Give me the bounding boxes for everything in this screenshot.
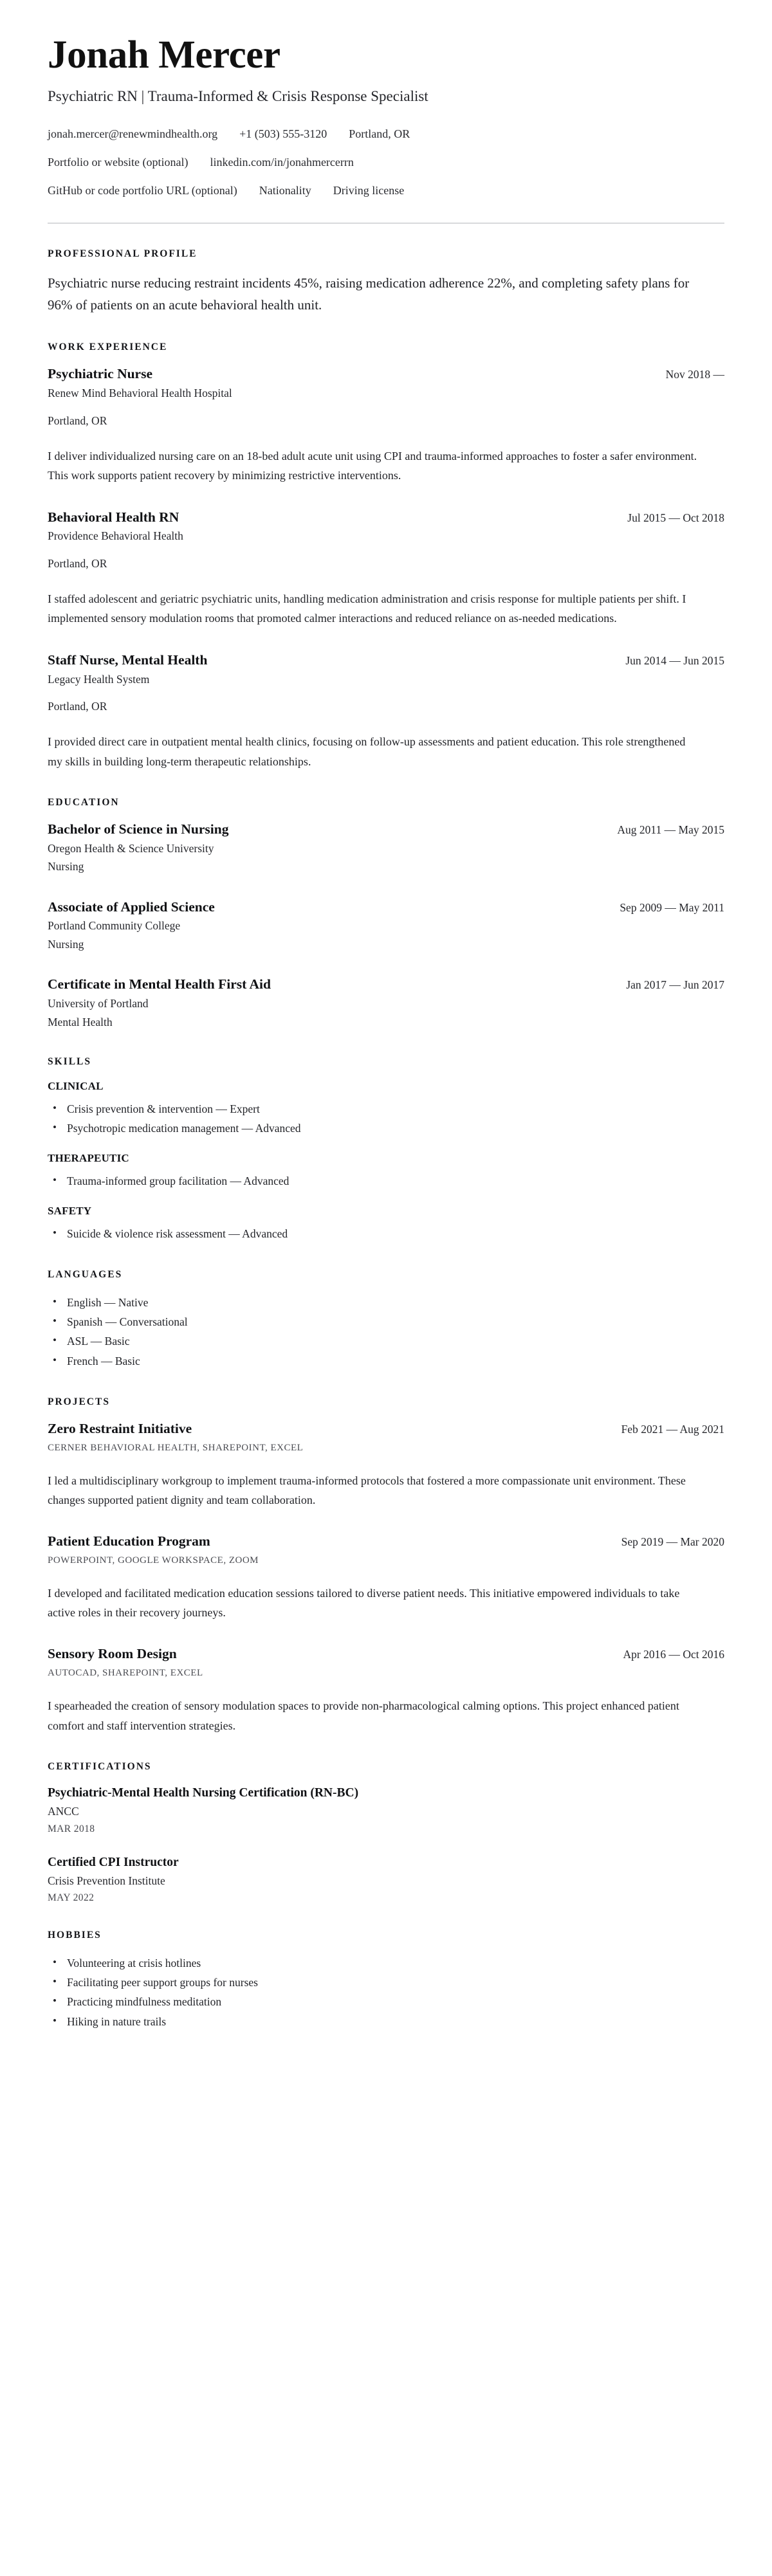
education-degree: Certificate in Mental Health First Aid <box>48 976 271 992</box>
contact-linkedin[interactable]: linkedin.com/in/jonahmercerrn <box>210 156 354 169</box>
project-entry <box>48 1645 724 1735</box>
education-entry <box>48 976 724 1030</box>
section-title-skills: SKILLS <box>48 1055 92 1067</box>
education-field: Nursing <box>48 937 84 951</box>
education-entry-head <box>48 899 724 917</box>
section-title-languages: LANGUAGES <box>48 1269 123 1281</box>
skill-list <box>48 1171 724 1191</box>
project-entry <box>48 1533 724 1622</box>
skill-list <box>48 1099 724 1138</box>
contact-email[interactable]: jonah.mercer@renewmindhealth.org <box>48 127 218 141</box>
skill-item: • Psychotropic medication management — Advanced <box>48 1119 724 1138</box>
project-date-range: Feb 2021 — Aug 2021 <box>621 1422 724 1436</box>
work-job-title: Behavioral Health RN <box>48 509 179 525</box>
education-school: University of Portland <box>48 997 149 1010</box>
work-location: Portland, OR <box>48 414 107 427</box>
education-date-range: Jan 2017 — Jun 2017 <box>626 978 724 992</box>
work-employer: Providence Behavioral Health <box>48 529 183 543</box>
certification-issuer: ANCC <box>48 1805 79 1818</box>
section-title-certifications: CERTIFICATIONS <box>48 1760 152 1772</box>
project-entry <box>48 1420 724 1510</box>
section-skills <box>48 1056 724 1243</box>
skill-item: • Crisis prevention & intervention — Expert <box>48 1099 724 1119</box>
work-entry <box>48 509 724 628</box>
work-entry <box>48 365 724 485</box>
contact-row-links <box>48 154 724 171</box>
contact-github-placeholder[interactable]: GitHub or code portfolio URL (optional) <box>48 184 237 197</box>
work-date-range: Jun 2014 — Jun 2015 <box>625 653 724 667</box>
contact-nationality-placeholder[interactable]: Nationality <box>259 184 311 197</box>
hobby-item: • Practicing mindfulness meditation <box>48 1992 724 2011</box>
work-job-title: Staff Nurse, Mental Health <box>48 652 208 668</box>
hobby-list <box>48 1953 724 2031</box>
section-title-work-experience: WORK EXPERIENCE <box>48 342 168 353</box>
education-school: Oregon Health & Science University <box>48 841 214 855</box>
section-professional-profile <box>48 248 724 316</box>
work-entry-head <box>48 509 724 527</box>
hobby-item: • Hiking in nature trails <box>48 2012 724 2031</box>
skill-item: • Suicide & violence risk assessment — Advanced <box>48 1224 724 1243</box>
education-entry <box>48 899 724 953</box>
language-item: • French — Basic <box>48 1351 724 1371</box>
section-title-education: EDUCATION <box>48 796 120 808</box>
hobby-item: • Facilitating peer support groups for nurses <box>48 1973 724 1992</box>
work-description: I staffed adolescent and geriatric psychiatric units, handling medication administration and crisis response for multiple patients per shift. I implemented sensory modulation rooms that promoted calmer interactions and reduced reliance on as-needed medications. <box>48 592 686 625</box>
work-employer: Legacy Health System <box>48 672 150 686</box>
contact-location: Portland, OR <box>349 127 410 141</box>
education-date-range: Aug 2011 — May 2015 <box>617 823 724 836</box>
work-employer: Renew Mind Behavioral Health Hospital <box>48 387 232 400</box>
project-entry-head <box>48 1420 724 1438</box>
contact-row-primary <box>48 125 724 143</box>
section-work-experience <box>48 342 724 771</box>
contact-portfolio-placeholder[interactable]: Portfolio or website (optional) <box>48 156 188 169</box>
language-item: • Spanish — Conversational <box>48 1312 724 1331</box>
language-item: • English — Native <box>48 1293 724 1312</box>
project-title: Sensory Room Design <box>48 1646 177 1662</box>
contact-phone[interactable]: +1 (503) 555-3120 <box>239 127 327 141</box>
work-description: I deliver individualized nursing care on an 18-bed adult acute unit using CPI and trauma-informed approaches to foster a safer environment. This work supports patient recovery by minimizing restrictive interventions. <box>48 450 697 482</box>
certification-date: MAY 2022 <box>48 1892 95 1904</box>
project-tools: POWERPOINT, GOOGLE WORKSPACE, ZOOM <box>48 1555 259 1566</box>
work-date-range: Nov 2018 — <box>665 368 724 381</box>
section-hobbies <box>48 1930 724 2031</box>
section-title-projects: PROJECTS <box>48 1396 110 1407</box>
certification-entry <box>48 1854 724 1905</box>
project-title: Patient Education Program <box>48 1533 210 1549</box>
section-certifications <box>48 1761 724 1904</box>
project-tools: CERNER BEHAVIORAL HEALTH, SHAREPOINT, EXCEL <box>48 1442 304 1453</box>
education-entry-head <box>48 976 724 994</box>
skill-group-therapeutic <box>48 1152 724 1191</box>
education-field: Nursing <box>48 860 84 873</box>
section-education <box>48 797 724 1030</box>
skill-group-clinical <box>48 1080 724 1138</box>
education-entry <box>48 821 724 875</box>
skill-group-label: CLINICAL <box>48 1079 104 1092</box>
education-degree: Bachelor of Science in Nursing <box>48 821 229 837</box>
certification-date: MAR 2018 <box>48 1823 95 1834</box>
project-tools: AUTOCAD, SHAREPOINT, EXCEL <box>48 1668 203 1679</box>
work-entry <box>48 652 724 771</box>
skill-group-safety <box>48 1205 724 1243</box>
project-description: I spearheaded the creation of sensory modulation spaces to provide non-pharmacological calming options. This project enhanced patient comfort and staff intervention strategies. <box>48 1699 679 1732</box>
education-date-range: Sep 2009 — May 2011 <box>620 900 724 914</box>
hobby-item: • Volunteering at crisis hotlines <box>48 1953 724 1973</box>
candidate-name: Jonah Mercer <box>48 33 280 77</box>
certification-issuer: Crisis Prevention Institute <box>48 1874 165 1887</box>
project-date-range: Apr 2016 — Oct 2016 <box>623 1648 724 1661</box>
education-entry-head <box>48 821 724 839</box>
certification-name: Psychiatric-Mental Health Nursing Certification (RN-BC) <box>48 1786 359 1800</box>
work-location: Portland, OR <box>48 556 107 570</box>
language-item: • ASL — Basic <box>48 1331 724 1351</box>
work-entry-head <box>48 365 724 383</box>
project-title: Zero Restraint Initiative <box>48 1420 192 1436</box>
work-date-range: Jul 2015 — Oct 2018 <box>627 511 724 524</box>
work-entry-head <box>48 652 724 670</box>
language-list <box>48 1293 724 1370</box>
contact-row-extra <box>48 182 724 199</box>
header-divider <box>48 223 724 224</box>
project-entry-head <box>48 1533 724 1551</box>
section-title-profile: PROFESSIONAL PROFILE <box>48 248 198 260</box>
resume-header <box>48 33 724 199</box>
certification-entry <box>48 1785 724 1835</box>
work-description: I provided direct care in outpatient mental health clinics, focusing on follow-up assessments and patient education. This role strengthened my skills in building long-term therapeutic relationships. <box>48 735 686 768</box>
candidate-headline: Psychiatric RN | Trauma-Informed & Crisis Response Specialist <box>48 88 428 105</box>
certification-name: Certified CPI Instructor <box>48 1855 179 1869</box>
education-degree: Associate of Applied Science <box>48 899 215 915</box>
skill-list <box>48 1224 724 1243</box>
section-title-hobbies: HOBBIES <box>48 1930 102 1941</box>
skill-item: • Trauma-informed group facilitation — Advanced <box>48 1171 724 1191</box>
work-location: Portland, OR <box>48 700 107 713</box>
section-languages <box>48 1269 724 1370</box>
skill-group-label: SAFETY <box>48 1205 92 1218</box>
project-date-range: Sep 2019 — Mar 2020 <box>621 1535 724 1549</box>
project-entry-head <box>48 1645 724 1663</box>
skill-group-label: THERAPEUTIC <box>48 1152 129 1165</box>
education-field: Mental Health <box>48 1015 113 1028</box>
contact-driving-license-placeholder[interactable]: Driving license <box>333 184 405 197</box>
section-projects <box>48 1396 724 1735</box>
profile-summary-text: Psychiatric nurse reducing restraint incidents 45%, raising medication adherence 22%, and completing safety plans for 96% of patients on an acute behavioral health unit. <box>48 275 690 313</box>
project-description: I developed and facilitated medication education sessions tailored to diverse patient needs. This initiative empowered individuals to take active roles in their recovery journeys. <box>48 1587 680 1620</box>
work-job-title: Psychiatric Nurse <box>48 366 153 382</box>
project-description: I led a multidisciplinary workgroup to implement trauma-informed protocols that fostered a more compassionate unit environment. These changes supported patient dignity and team collaboration. <box>48 1474 686 1506</box>
education-school: Portland Community College <box>48 919 181 933</box>
